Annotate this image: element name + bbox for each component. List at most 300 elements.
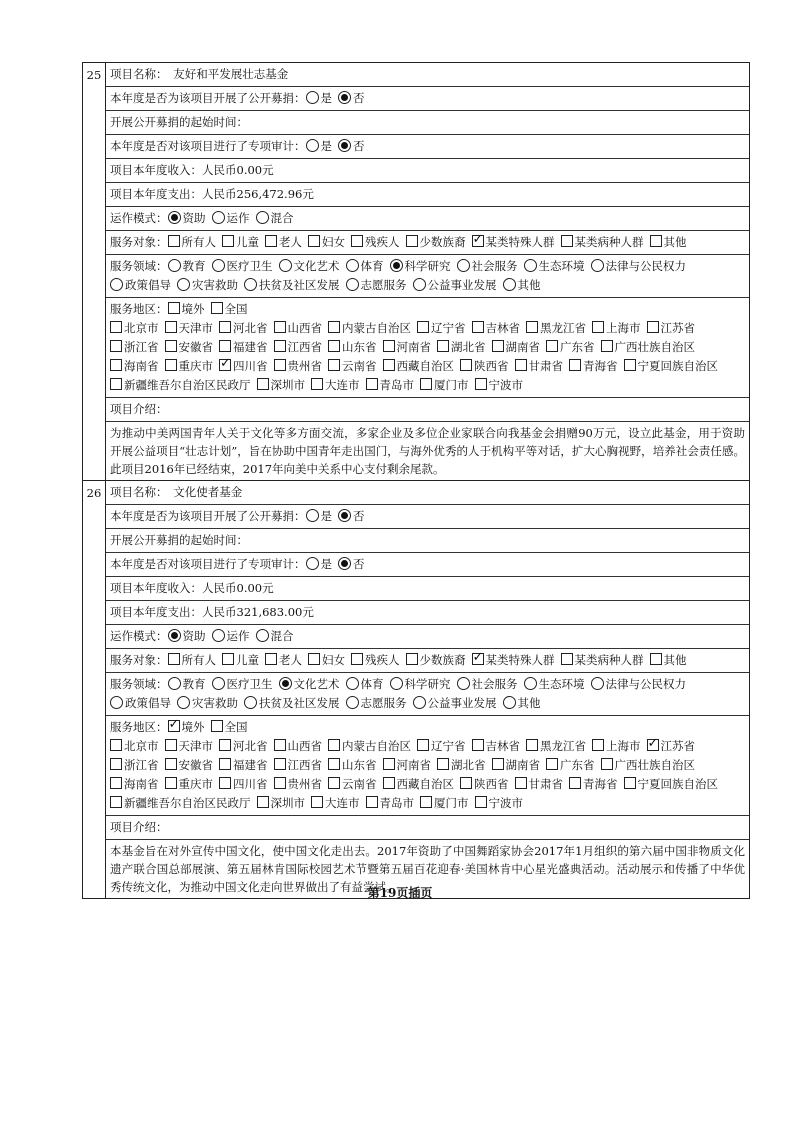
checkbox[interactable]	[366, 796, 378, 808]
province-option[interactable]	[472, 737, 521, 756]
province-option[interactable]	[460, 775, 509, 794]
province-option[interactable]	[383, 775, 455, 794]
audit-yes-label: 是	[320, 139, 332, 153]
target-option-other[interactable]	[650, 233, 687, 252]
checkbox[interactable]	[383, 777, 395, 789]
province-option-label: 浙江省	[124, 340, 159, 354]
radio-button[interactable]	[346, 278, 359, 291]
province-option[interactable]	[328, 357, 377, 376]
province-option[interactable]	[165, 737, 214, 756]
radio-button[interactable]	[279, 677, 292, 690]
target-option[interactable]	[561, 651, 644, 670]
province-option[interactable]	[420, 794, 469, 813]
target-option[interactable]	[351, 651, 400, 670]
province-option-label: 甘肃省	[528, 777, 563, 791]
radio-button[interactable]	[338, 557, 351, 570]
field-option[interactable]	[413, 276, 497, 295]
checkbox[interactable]	[472, 235, 484, 247]
checkbox[interactable]	[624, 359, 636, 371]
province-option[interactable]	[110, 376, 251, 395]
radio-button[interactable]	[457, 259, 470, 272]
checkbox[interactable]	[601, 340, 613, 352]
province-option-label: 宁波市	[488, 796, 523, 810]
province-option[interactable]	[383, 357, 455, 376]
checkbox[interactable]	[472, 739, 484, 751]
province-option[interactable]	[624, 775, 719, 794]
province-option[interactable]	[165, 357, 214, 376]
checkbox[interactable]	[110, 777, 122, 789]
province-option[interactable]	[257, 376, 306, 395]
checkbox[interactable]	[219, 739, 231, 751]
province-option[interactable]	[526, 319, 586, 338]
province-option[interactable]	[437, 338, 486, 357]
province-option[interactable]	[274, 338, 323, 357]
province-option[interactable]	[366, 794, 415, 813]
field-option[interactable]	[279, 257, 340, 276]
province-option[interactable]	[165, 338, 214, 357]
audit-no[interactable]	[338, 137, 365, 156]
target-option[interactable]	[308, 233, 345, 252]
field-option[interactable]	[168, 675, 206, 694]
province-option-label: 天津市	[178, 739, 213, 753]
target-option[interactable]	[222, 233, 259, 252]
radio-button[interactable]	[524, 259, 537, 272]
checkbox[interactable]	[165, 758, 177, 770]
checkbox[interactable]	[165, 777, 177, 789]
checkbox[interactable]	[515, 359, 527, 371]
target-option[interactable]	[222, 651, 259, 670]
checkbox[interactable]	[569, 359, 581, 371]
checkbox[interactable]	[110, 321, 122, 333]
province-option[interactable]	[328, 775, 377, 794]
province-option[interactable]	[311, 376, 360, 395]
province-option[interactable]	[328, 737, 411, 756]
province-option[interactable]	[592, 737, 641, 756]
radio-button[interactable]	[244, 278, 257, 291]
field-option[interactable]	[244, 276, 340, 295]
checkbox[interactable]	[366, 378, 378, 390]
target-option[interactable]	[406, 233, 466, 252]
radio-button[interactable]	[212, 211, 225, 224]
radio-button[interactable]	[524, 677, 537, 690]
field-option-label: 扶贫及社区发展	[259, 696, 340, 710]
field-option[interactable]	[413, 694, 497, 713]
checkbox[interactable]	[328, 777, 340, 789]
checkbox[interactable]	[546, 340, 558, 352]
page-footer: 第19页插页	[367, 886, 433, 900]
checkbox[interactable]	[165, 340, 177, 352]
checkbox[interactable]	[110, 739, 122, 751]
radio-button[interactable]	[457, 677, 470, 690]
field-option[interactable]	[346, 694, 407, 713]
checkbox[interactable]	[222, 235, 234, 247]
checkbox[interactable]	[475, 796, 487, 808]
target-option[interactable]	[265, 233, 302, 252]
checkbox[interactable]	[257, 378, 269, 390]
checkbox[interactable]	[222, 653, 234, 665]
scope-option[interactable]	[211, 300, 248, 319]
field-option[interactable]	[591, 675, 687, 694]
checkbox[interactable]	[274, 321, 286, 333]
radio-button[interactable]	[306, 139, 319, 152]
province-option[interactable]	[383, 756, 432, 775]
checkbox[interactable]	[420, 796, 432, 808]
province-option[interactable]	[526, 737, 586, 756]
mode-option[interactable]	[212, 627, 250, 646]
province-option[interactable]	[592, 319, 641, 338]
province-option[interactable]	[647, 319, 696, 338]
radio-button[interactable]	[244, 696, 257, 709]
radio-button[interactable]	[338, 139, 351, 152]
fundraising-no[interactable]	[338, 507, 365, 526]
radio-button[interactable]	[306, 91, 319, 104]
target-option-other[interactable]	[650, 651, 687, 670]
checkbox[interactable]	[492, 758, 504, 770]
target-option-other-label: 其他	[663, 653, 687, 667]
radio-button[interactable]	[279, 259, 292, 272]
checkbox[interactable]	[351, 235, 363, 247]
province-option[interactable]	[472, 319, 521, 338]
checkbox[interactable]	[650, 235, 662, 247]
service-field-row	[106, 255, 749, 298]
checkbox[interactable]	[383, 359, 395, 371]
expense-label: 项目本年度支出：	[110, 187, 202, 201]
province-option[interactable]	[110, 775, 159, 794]
province-option[interactable]	[417, 737, 466, 756]
radio-button[interactable]	[503, 696, 516, 709]
mode-option[interactable]	[168, 209, 206, 228]
province-option[interactable]	[311, 794, 360, 813]
radio-button[interactable]	[177, 696, 190, 709]
checkbox[interactable]	[328, 340, 340, 352]
radio-button[interactable]	[346, 696, 359, 709]
province-option[interactable]	[475, 376, 524, 395]
checkbox[interactable]	[110, 340, 122, 352]
field-option[interactable]	[110, 276, 171, 295]
radio-button[interactable]	[168, 677, 181, 690]
province-option[interactable]	[492, 756, 541, 775]
province-option[interactable]	[165, 756, 214, 775]
target-option[interactable]	[351, 233, 400, 252]
checkbox[interactable]	[650, 653, 662, 665]
field-option[interactable]	[524, 257, 585, 276]
province-option[interactable]	[437, 756, 486, 775]
field-option[interactable]	[177, 276, 238, 295]
province-option[interactable]	[546, 756, 595, 775]
province-option[interactable]	[274, 319, 323, 338]
field-option[interactable]	[503, 694, 541, 713]
checkbox[interactable]	[475, 378, 487, 390]
checkbox[interactable]	[274, 758, 286, 770]
province-option[interactable]	[328, 756, 377, 775]
radio-button[interactable]	[591, 677, 604, 690]
radio-button[interactable]	[346, 259, 359, 272]
checkbox[interactable]	[383, 340, 395, 352]
checkbox[interactable]	[472, 321, 484, 333]
field-option[interactable]	[244, 694, 340, 713]
province-option-label: 河北省	[233, 739, 268, 753]
scope-option[interactable]	[168, 718, 205, 737]
field-option-label: 公益事业发展	[427, 278, 497, 292]
public-fundraising-row	[106, 87, 749, 111]
province-option[interactable]	[219, 775, 268, 794]
radio-button[interactable]	[168, 629, 181, 642]
field-option[interactable]	[390, 675, 451, 694]
mode-option[interactable]	[256, 209, 294, 228]
target-option[interactable]	[472, 233, 555, 252]
radio-button[interactable]	[338, 91, 351, 104]
radio-button[interactable]	[346, 677, 359, 690]
target-option[interactable]	[308, 651, 345, 670]
target-option[interactable]	[406, 651, 466, 670]
target-option[interactable]	[168, 233, 217, 252]
checkbox[interactable]	[515, 777, 527, 789]
checkbox[interactable]	[219, 758, 231, 770]
checkbox[interactable]	[351, 653, 363, 665]
province-option[interactable]	[274, 775, 323, 794]
province-option[interactable]	[569, 775, 618, 794]
checkbox[interactable]	[219, 321, 231, 333]
checkbox[interactable]	[647, 321, 659, 333]
province-option[interactable]	[647, 737, 696, 756]
field-option[interactable]	[457, 675, 518, 694]
checkbox[interactable]	[211, 302, 223, 314]
checkbox[interactable]	[592, 739, 604, 751]
province-option[interactable]	[328, 319, 411, 338]
checkbox[interactable]	[165, 739, 177, 751]
checkbox[interactable]	[308, 235, 320, 247]
checkbox[interactable]	[274, 359, 286, 371]
radio-button[interactable]	[256, 211, 269, 224]
radio-button[interactable]	[256, 629, 269, 642]
radio-button[interactable]	[591, 259, 604, 272]
checkbox[interactable]	[168, 720, 180, 732]
target-option-label: 某类特殊人群	[485, 235, 555, 249]
radio-button[interactable]	[110, 696, 123, 709]
target-option-label: 儿童	[236, 235, 259, 249]
scope-option-label: 境外	[181, 720, 205, 734]
checkbox[interactable]	[383, 758, 395, 770]
province-option-label: 北京市	[124, 321, 159, 335]
radio-button[interactable]	[306, 557, 319, 570]
checkbox[interactable]	[624, 777, 636, 789]
scope-option[interactable]	[211, 718, 248, 737]
fundraising-yes[interactable]	[306, 89, 333, 108]
field-option[interactable]	[503, 276, 541, 295]
radio-button[interactable]	[503, 278, 516, 291]
province-option[interactable]	[475, 794, 524, 813]
target-option[interactable]	[265, 651, 302, 670]
checkbox[interactable]	[569, 777, 581, 789]
radio-button[interactable]	[212, 677, 225, 690]
checkbox[interactable]	[437, 340, 449, 352]
radio-button[interactable]	[177, 278, 190, 291]
scope-option[interactable]	[168, 300, 205, 319]
field-option-label: 志愿服务	[360, 278, 407, 292]
province-option[interactable]	[219, 319, 268, 338]
province-option[interactable]	[274, 756, 323, 775]
checkbox[interactable]	[526, 739, 538, 751]
province-option[interactable]	[383, 338, 432, 357]
target-option[interactable]	[561, 233, 644, 252]
radio-button[interactable]	[390, 259, 403, 272]
province-option-label: 广西壮族自治区	[614, 340, 695, 354]
province-option[interactable]	[110, 319, 159, 338]
checkbox[interactable]	[420, 378, 432, 390]
checkbox[interactable]	[274, 739, 286, 751]
province-option[interactable]	[110, 338, 159, 357]
checkbox[interactable]	[546, 758, 558, 770]
checkbox[interactable]	[328, 321, 340, 333]
radio-button[interactable]	[110, 278, 123, 291]
field-option[interactable]	[524, 675, 585, 694]
checkbox[interactable]	[257, 796, 269, 808]
checkbox[interactable]	[406, 653, 418, 665]
checkbox[interactable]	[219, 340, 231, 352]
checkbox[interactable]	[165, 359, 177, 371]
checkbox[interactable]	[328, 739, 340, 751]
checkbox[interactable]	[406, 235, 418, 247]
mode-option[interactable]	[168, 627, 206, 646]
checkbox[interactable]	[219, 777, 231, 789]
province-option[interactable]	[569, 357, 618, 376]
checkbox[interactable]	[110, 758, 122, 770]
checkbox[interactable]	[460, 359, 472, 371]
province-option[interactable]	[110, 737, 159, 756]
province-option-label: 山东省	[342, 758, 377, 772]
checkbox[interactable]	[526, 321, 538, 333]
province-option[interactable]	[515, 775, 564, 794]
operation-mode-row	[106, 625, 749, 649]
checkbox[interactable]	[168, 235, 180, 247]
province-option[interactable]	[274, 357, 323, 376]
checkbox[interactable]	[311, 796, 323, 808]
radio-button[interactable]	[212, 259, 225, 272]
field-option[interactable]	[212, 257, 273, 276]
province-option[interactable]	[624, 357, 719, 376]
fundraising-no[interactable]	[338, 89, 365, 108]
province-option[interactable]	[110, 794, 251, 813]
field-option[interactable]	[390, 257, 451, 276]
province-option[interactable]	[601, 756, 696, 775]
radio-button[interactable]	[306, 509, 319, 522]
checkbox[interactable]	[460, 777, 472, 789]
checkbox[interactable]	[274, 777, 286, 789]
province-option[interactable]	[515, 357, 564, 376]
checkbox[interactable]	[647, 739, 659, 751]
mode-option-label: 运作	[226, 629, 250, 643]
checkbox[interactable]	[110, 796, 122, 808]
province-option[interactable]	[274, 737, 323, 756]
target-option-label: 某类特殊人群	[485, 653, 555, 667]
province-option[interactable]	[257, 794, 306, 813]
province-option[interactable]	[328, 338, 377, 357]
audit-yes[interactable]	[306, 555, 333, 574]
checkbox[interactable]	[110, 359, 122, 371]
mode-option[interactable]	[212, 209, 250, 228]
project-number: 25	[83, 63, 106, 480]
mode-option[interactable]	[256, 627, 294, 646]
checkbox[interactable]	[328, 758, 340, 770]
field-option[interactable]	[212, 675, 273, 694]
province-option[interactable]	[366, 376, 415, 395]
target-option[interactable]	[168, 651, 217, 670]
checkbox[interactable]	[168, 302, 180, 314]
field-option[interactable]	[110, 694, 171, 713]
province-option[interactable]	[601, 338, 696, 357]
checkbox[interactable]	[219, 359, 231, 371]
province-option-label: 辽宁省	[431, 739, 466, 753]
checkbox[interactable]	[265, 235, 277, 247]
special-audit-row	[106, 135, 749, 159]
province-option-label: 云南省	[342, 359, 377, 373]
province-option[interactable]	[219, 737, 268, 756]
expense-label: 项目本年度支出：	[110, 605, 202, 619]
checkbox[interactable]	[311, 378, 323, 390]
checkbox[interactable]	[601, 758, 613, 770]
checkbox[interactable]	[308, 653, 320, 665]
checkbox[interactable]	[561, 235, 573, 247]
field-option[interactable]	[591, 257, 687, 276]
radio-button[interactable]	[338, 509, 351, 522]
target-option[interactable]	[472, 651, 555, 670]
fundraising-yes[interactable]	[306, 507, 333, 526]
checkbox[interactable]	[328, 359, 340, 371]
province-option[interactable]	[460, 357, 509, 376]
checkbox[interactable]	[417, 321, 429, 333]
province-option[interactable]	[110, 357, 159, 376]
checkbox[interactable]	[561, 653, 573, 665]
checkbox[interactable]	[592, 321, 604, 333]
field-option[interactable]	[279, 675, 340, 694]
province-option[interactable]	[165, 775, 214, 794]
checkbox[interactable]	[110, 378, 122, 390]
radio-button[interactable]	[168, 211, 181, 224]
radio-button[interactable]	[212, 629, 225, 642]
radio-button[interactable]	[390, 677, 403, 690]
province-option[interactable]	[219, 357, 268, 376]
checkbox[interactable]	[274, 340, 286, 352]
radio-button[interactable]	[413, 696, 426, 709]
radio-button[interactable]	[413, 278, 426, 291]
radio-button[interactable]	[168, 259, 181, 272]
province-option[interactable]	[417, 319, 466, 338]
province-option[interactable]	[110, 756, 159, 775]
audit-no[interactable]	[338, 555, 365, 574]
field-option[interactable]	[346, 276, 407, 295]
checkbox[interactable]	[265, 653, 277, 665]
checkbox[interactable]	[492, 340, 504, 352]
checkbox[interactable]	[472, 653, 484, 665]
field-option[interactable]	[168, 257, 206, 276]
field-option[interactable]	[346, 675, 384, 694]
field-option[interactable]	[346, 257, 384, 276]
audit-yes[interactable]	[306, 137, 333, 156]
special-audit-row	[106, 553, 749, 577]
province-option[interactable]	[219, 756, 268, 775]
checkbox[interactable]	[211, 720, 223, 732]
field-option[interactable]	[177, 694, 238, 713]
checkbox[interactable]	[417, 739, 429, 751]
field-option[interactable]	[457, 257, 518, 276]
checkbox[interactable]	[168, 653, 180, 665]
province-option[interactable]	[420, 376, 469, 395]
province-option[interactable]	[546, 338, 595, 357]
province-option[interactable]	[165, 319, 214, 338]
checkbox[interactable]	[437, 758, 449, 770]
province-option[interactable]	[492, 338, 541, 357]
checkbox[interactable]	[165, 321, 177, 333]
